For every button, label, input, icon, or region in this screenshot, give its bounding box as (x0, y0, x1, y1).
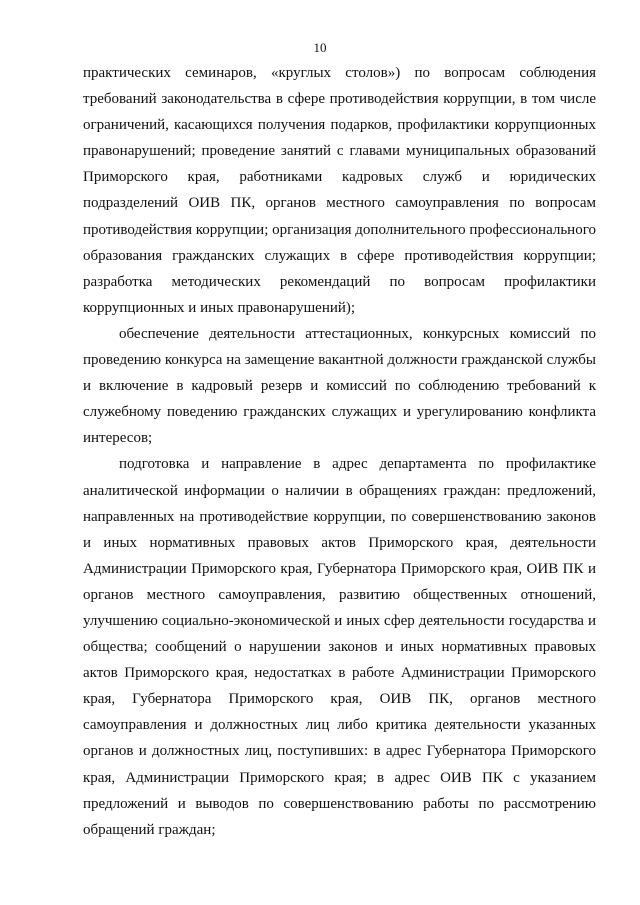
page-number: 10 (313, 40, 327, 55)
paragraph-training-continuation: практических семинаров, «круглых столов») по вопросам соблюдения требований законодательства в сфере противодействия коррупции, в том числе ограничений, касающихся получения подарков, профилактики коррупционных правонарушений; проведение занятий с главами муниципальных образований Приморского края, работниками кадровых служб и юридических подразделений ОИВ ПК, органов местного самоуправления по вопросам противодействия коррупции; организация дополнительного профессионального образования гражданских служащих в сфере противодействия коррупции; разработка методических рекомендаций по вопросам профилактики коррупционных и иных правонарушений); (83, 65, 596, 316)
paragraph-analytics: подготовка и направление в адрес департамента по профилактике аналитической информации о наличии в обращениях граждан: предложений, направленных на противодействие коррупции, по совершенствованию законов и иных нормативных правовых актов Приморского края, деятельности Администрации Приморского края, Губернатора Приморского края, ОИВ ПК и органов местного самоуправления, развитию общественных отношений, улучшению социально-экономической и иных сфер деятельности государства и общества; сообщений о нарушении законов и иных нормативных правовых актов Приморского края, недостатках в работе Администрации Приморского края, Губернатора Приморского края, ОИВ ПК, органов местного самоуправления и должностных лиц либо критика деятельности указанных органов и должностных лиц, поступивших: в адрес Губернатора Приморского края, Администрации Приморского края; в адрес ОИВ ПК с указанием предложений и выводов по совершенствованию работы по рассмотрению обращений граждан; (83, 456, 596, 838)
body-text (83, 60, 596, 843)
paragraph-commissions: обеспечение деятельности аттестационных, конкурсных комиссий по проведению конкурса на замещение вакантной должности гражданской службы и включение в кадровый резерв и комиссий по соблюдению требований к служебному поведению гражданских служащих и урегулированию конфликта интересов; (83, 325, 596, 447)
